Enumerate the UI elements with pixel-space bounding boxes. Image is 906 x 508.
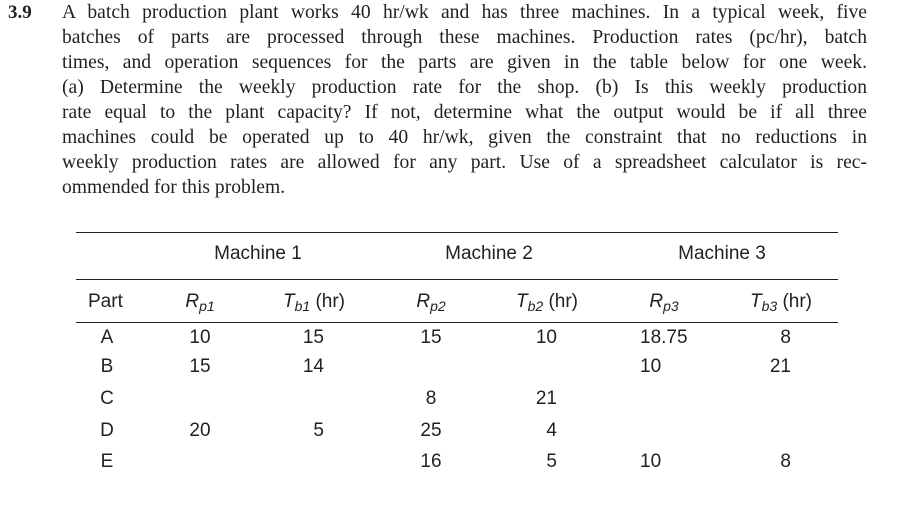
tb2-cell: 21: [535, 388, 557, 409]
table-body-rule: [76, 322, 838, 323]
rp1-cell: 20: [189, 420, 211, 441]
part-column-header: Part: [88, 291, 123, 312]
part-label: D: [100, 420, 114, 441]
rp1-cell: 15: [189, 356, 211, 377]
machine-1-header: Machine 1: [214, 243, 302, 264]
rp3-column-header: $R_{p3}$: [649, 291, 679, 314]
rp3-cell: 10: [640, 451, 662, 472]
problem-line: A batch production plant works 40 hr/wk and has three machines. In a typical week, five: [62, 2, 867, 23]
problem-line: weekly production rates are allowed for any part. Use of a spreadsheet calculator is rec-: [62, 152, 867, 173]
table-header-rule: [76, 279, 838, 280]
tb1-cell: 15: [302, 327, 324, 348]
tb3-column-header: $T_{b3}$ (hr): [749, 291, 813, 314]
rp2-cell: 8: [425, 388, 437, 409]
part-label: A: [100, 327, 114, 348]
rp3-cell: 10: [640, 356, 662, 377]
rp2-cell: 15: [420, 327, 442, 348]
tb2-cell: 10: [535, 327, 557, 348]
tb3-cell: 21: [769, 356, 791, 377]
tb1-cell: 5: [313, 420, 324, 441]
tb3-cell: 8: [780, 451, 791, 472]
rp3-cell: 18.75: [640, 327, 688, 348]
tb1-cell: 14: [302, 356, 324, 377]
problem-line: rate equal to the plant capacity? If not, determine what the output would be if all three: [62, 102, 867, 123]
problem-line: (a) Determine the weekly production rate for the shop. (b) Is this weekly production: [62, 77, 867, 98]
tb3-cell: 8: [780, 327, 791, 348]
rp1-cell: 10: [189, 327, 211, 348]
machine-3-header: Machine 3: [678, 243, 766, 264]
rp2-cell: 16: [420, 451, 442, 472]
problem-line: batches of parts are processed through these machines. Production rates (pc/hr), batch: [62, 27, 867, 48]
tb2-column-header: $T_{b2}$ (hr): [515, 291, 579, 314]
table-top-rule: [76, 232, 838, 233]
rp1-column-header: $R_{p1}$: [185, 291, 215, 314]
problem-line: times, and operation sequences for the parts are given in the table below for one week.: [62, 52, 867, 73]
part-label: C: [100, 388, 114, 409]
rp2-column-header: $R_{p2}$: [416, 291, 446, 314]
part-label: B: [100, 356, 114, 377]
problem-number: 3.9: [8, 2, 32, 23]
rp2-cell: 25: [420, 420, 442, 441]
problem-line: machines could be operated up to 40 hr/wk, given the constraint that no reductions in: [62, 127, 867, 148]
machine-2-header: Machine 2: [445, 243, 533, 264]
problem-line: ommended for this problem.: [62, 177, 286, 198]
tb1-column-header: $T_{b1}$ (hr): [282, 291, 346, 314]
tb2-cell: 4: [546, 420, 557, 441]
tb2-cell: 5: [546, 451, 557, 472]
problem-statement: [62, 0, 867, 200]
part-label: E: [100, 451, 114, 472]
